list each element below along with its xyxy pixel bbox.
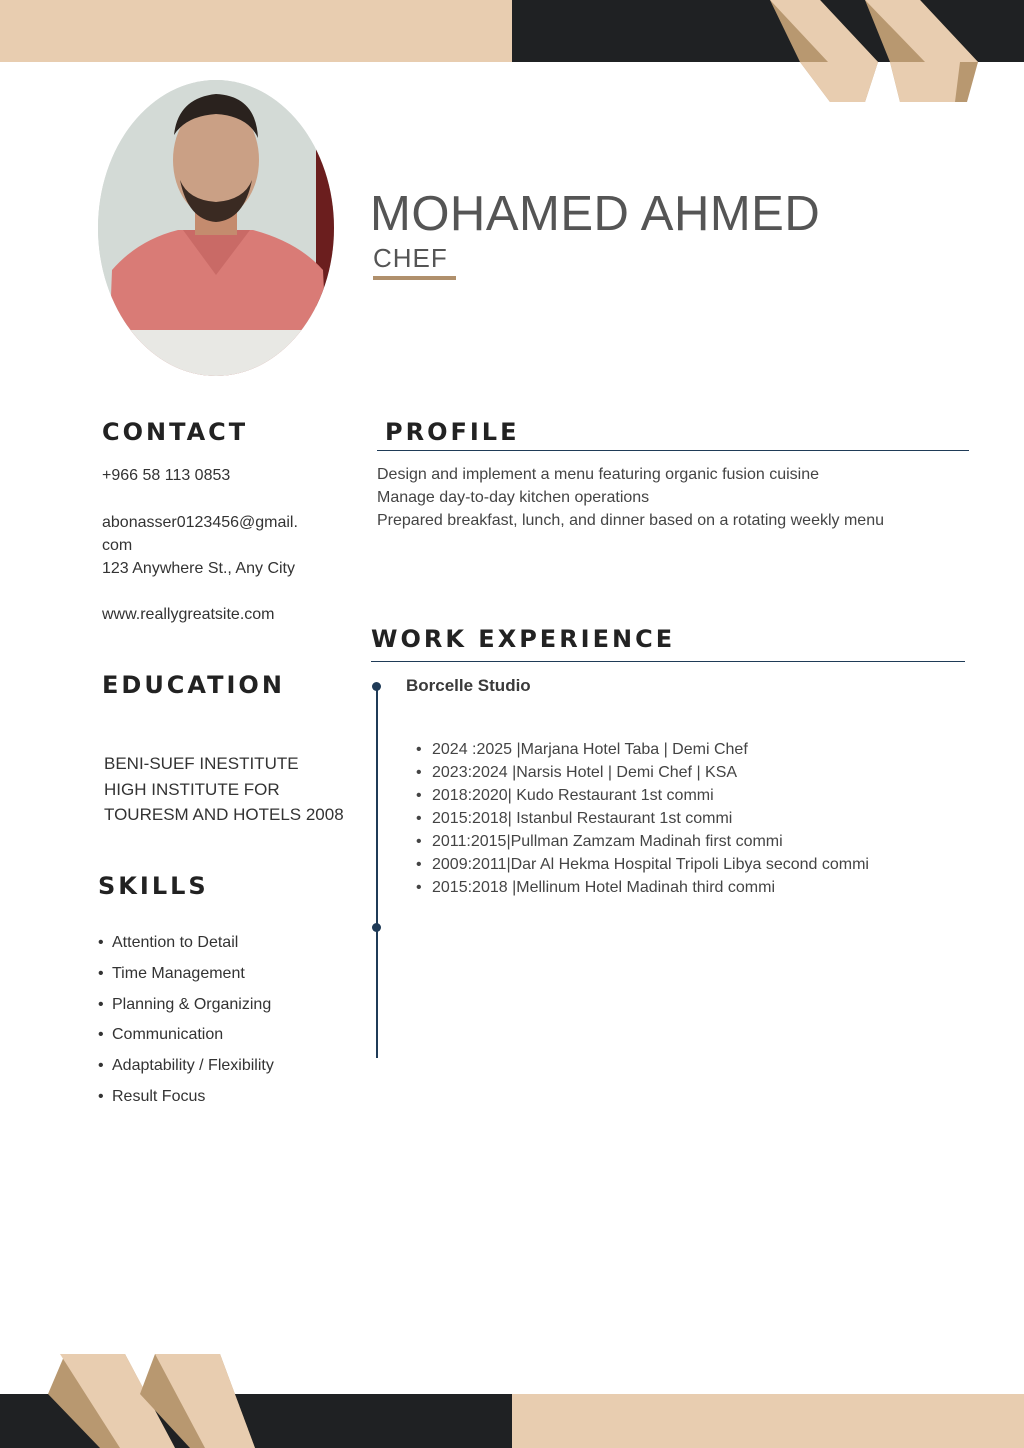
education-line: TOURESM AND HOTELS 2008 [104, 805, 344, 824]
education-heading: EDUCATION [102, 671, 285, 699]
profile-divider [377, 450, 969, 451]
profile-line: Manage day-to-day kitchen operations [377, 489, 650, 506]
profile-line: Design and implement a menu featuring organic fusion cuisine [377, 466, 820, 483]
company-name: Borcelle Studio [406, 676, 531, 695]
work-experience-divider [371, 661, 965, 662]
contact-heading: CONTACT [102, 418, 249, 446]
bottom-stripes-decoration [40, 1352, 260, 1448]
candidate-name: MOHAMED AHMED [370, 187, 821, 241]
skill-item: • Planning & Organizing [98, 996, 274, 1027]
work-experience-heading: WORK EXPERIENCE [371, 625, 676, 653]
title-underline [373, 276, 456, 280]
work-item: • 2009:2011|Dar Al Hekma Hospital Tripoli Libya second commi [416, 853, 906, 876]
education-line: BENI-SUEF INESTITUTE [104, 754, 299, 773]
work-item: • 2015:2018 |Mellinum Hotel Madinah third commi [416, 876, 906, 899]
work-item: • 2015:2018| Istanbul Restaurant 1st commi [416, 807, 906, 830]
skill-item: • Time Management [98, 965, 274, 996]
skill-item: • Attention to Detail [98, 934, 274, 965]
timeline-line [376, 686, 378, 1058]
top-band-tan [0, 0, 512, 62]
work-history-list [416, 738, 906, 899]
skills-list [98, 934, 274, 1119]
education-line: HIGH INSTITUTE FOR [104, 779, 280, 799]
profile-heading: PROFILE [385, 418, 520, 446]
skill-item: • Adaptability / Flexibility [98, 1057, 274, 1088]
work-item: • 2011:2015|Pullman Zamzam Madinah first commi [416, 830, 906, 853]
contact-email-line2: com [102, 537, 133, 554]
job-title: CHEF [373, 243, 448, 273]
contact-email-line1: abonasser0123456@gmail. [102, 514, 298, 531]
skill-item: • Result Focus [98, 1088, 274, 1119]
skill-item: • Communication [98, 1026, 274, 1057]
work-item: • 2023:2024 |Narsis Hotel | Demi Chef | KSA [416, 761, 906, 784]
timeline-dot [372, 923, 381, 932]
contact-phone: +966 58 113 0853 [102, 467, 231, 484]
profile-summary [377, 463, 905, 532]
contact-address: 123 Anywhere St., Any City [102, 560, 295, 577]
person-portrait-image [98, 80, 334, 376]
top-stripes-decoration [760, 0, 990, 105]
profile-photo [98, 80, 334, 376]
education-details [104, 751, 344, 828]
bottom-band-tan [512, 1394, 1024, 1448]
skills-heading: SKILLS [98, 872, 209, 900]
work-item: • 2018:2020| Kudo Restaurant 1st commi [416, 784, 906, 807]
timeline-dot [372, 682, 381, 691]
profile-line: Prepared breakfast, lunch, and dinner based on a rotating weekly menu [377, 512, 884, 529]
contact-website: www.reallygreatsite.com [102, 606, 275, 623]
work-item: • 2024 :2025 |Marjana Hotel Taba | Demi Chef [416, 738, 906, 761]
